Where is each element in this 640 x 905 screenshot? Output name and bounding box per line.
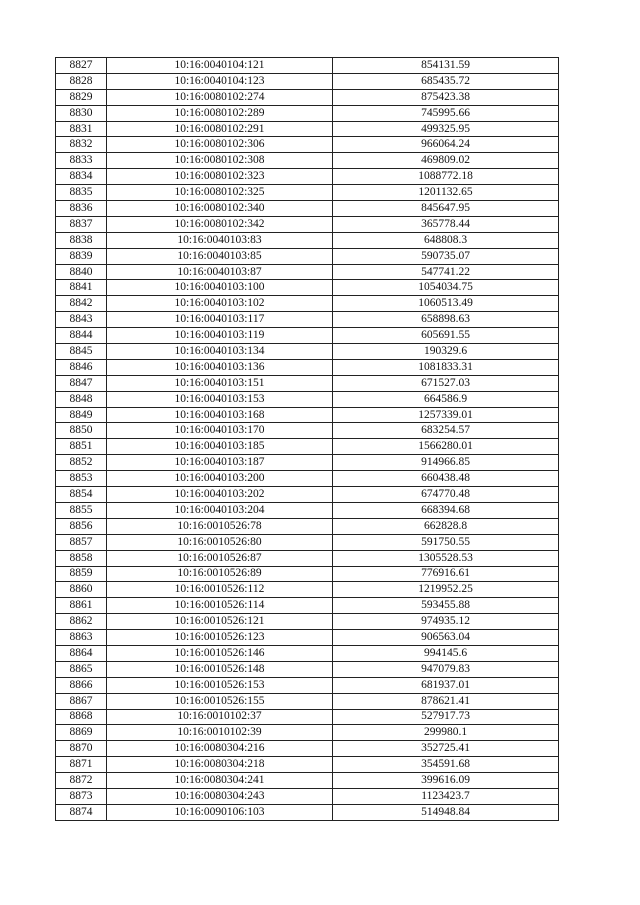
value-cell: 299980.1 <box>333 725 559 741</box>
value-cell: 1219952.25 <box>333 582 559 598</box>
row-number-cell: 8839 <box>56 248 107 264</box>
table-row <box>56 550 559 566</box>
value-cell: 365778.44 <box>333 216 559 232</box>
value-cell: 469809.02 <box>333 153 559 169</box>
table-row <box>56 534 559 550</box>
table-row <box>56 73 559 89</box>
row-number-cell: 8852 <box>56 455 107 471</box>
table-row <box>56 344 559 360</box>
value-cell: 591750.55 <box>333 534 559 550</box>
cadastral-number-cell: 10:16:0080102:308 <box>107 153 333 169</box>
cadastral-number-cell: 10:16:0040103:204 <box>107 502 333 518</box>
cadastral-number-cell: 10:16:0040103:100 <box>107 280 333 296</box>
value-cell: 875423.38 <box>333 89 559 105</box>
cadastral-number-cell: 10:16:0040103:136 <box>107 359 333 375</box>
table-row <box>56 502 559 518</box>
cadastral-number-cell: 10:16:0080102:340 <box>107 201 333 217</box>
row-number-cell: 8842 <box>56 296 107 312</box>
row-number-cell: 8831 <box>56 121 107 137</box>
cadastral-number-cell: 10:16:0040103:117 <box>107 312 333 328</box>
value-cell: 658898.63 <box>333 312 559 328</box>
cadastral-number-cell: 10:16:0090106:103 <box>107 804 333 820</box>
value-cell: 1566280.01 <box>333 439 559 455</box>
cadastral-number-cell: 10:16:0040103:168 <box>107 407 333 423</box>
value-cell: 854131.59 <box>333 58 559 74</box>
table-row <box>56 375 559 391</box>
row-number-cell: 8867 <box>56 693 107 709</box>
value-cell: 354591.68 <box>333 757 559 773</box>
cadastral-number-cell: 10:16:0010102:37 <box>107 709 333 725</box>
table-row <box>56 248 559 264</box>
row-number-cell: 8847 <box>56 375 107 391</box>
value-cell: 527917.73 <box>333 709 559 725</box>
cadastral-number-cell: 10:16:0010102:39 <box>107 725 333 741</box>
table-row <box>56 58 559 74</box>
value-cell: 685435.72 <box>333 73 559 89</box>
row-number-cell: 8870 <box>56 741 107 757</box>
table-row <box>56 121 559 137</box>
table-row <box>56 630 559 646</box>
cadastral-number-cell: 10:16:0080102:291 <box>107 121 333 137</box>
table-row <box>56 137 559 153</box>
table-row <box>56 582 559 598</box>
row-number-cell: 8861 <box>56 598 107 614</box>
table-row <box>56 788 559 804</box>
cadastral-number-cell: 10:16:0040103:83 <box>107 232 333 248</box>
table-row <box>56 598 559 614</box>
cadastral-number-cell: 10:16:0010526:148 <box>107 661 333 677</box>
cadastral-number-cell: 10:16:0010526:155 <box>107 693 333 709</box>
value-cell: 671527.03 <box>333 375 559 391</box>
cadastral-number-cell: 10:16:0040103:119 <box>107 328 333 344</box>
row-number-cell: 8828 <box>56 73 107 89</box>
cadastral-number-cell: 10:16:0040103:151 <box>107 375 333 391</box>
cadastral-number-cell: 10:16:0080102:306 <box>107 137 333 153</box>
value-cell: 605691.55 <box>333 328 559 344</box>
cadastral-value-table <box>55 57 559 821</box>
value-cell: 1257339.01 <box>333 407 559 423</box>
value-cell: 776916.61 <box>333 566 559 582</box>
table-row <box>56 201 559 217</box>
cadastral-number-cell: 10:16:0010526:121 <box>107 614 333 630</box>
table-row <box>56 328 559 344</box>
value-cell: 514948.84 <box>333 804 559 820</box>
value-cell: 994145.6 <box>333 645 559 661</box>
table-row <box>56 455 559 471</box>
value-cell: 906563.04 <box>333 630 559 646</box>
table-row <box>56 693 559 709</box>
table-row <box>56 661 559 677</box>
table-row <box>56 709 559 725</box>
cadastral-number-cell: 10:16:0080102:342 <box>107 216 333 232</box>
row-number-cell: 8836 <box>56 201 107 217</box>
table-row <box>56 264 559 280</box>
row-number-cell: 8844 <box>56 328 107 344</box>
row-number-cell: 8841 <box>56 280 107 296</box>
table-row <box>56 296 559 312</box>
table-row <box>56 407 559 423</box>
table-row <box>56 757 559 773</box>
cadastral-number-cell: 10:16:0040103:170 <box>107 423 333 439</box>
row-number-cell: 8846 <box>56 359 107 375</box>
cadastral-number-cell: 10:16:0040103:87 <box>107 264 333 280</box>
cadastral-number-cell: 10:16:0080304:218 <box>107 757 333 773</box>
row-number-cell: 8837 <box>56 216 107 232</box>
row-number-cell: 8860 <box>56 582 107 598</box>
table-row <box>56 153 559 169</box>
row-number-cell: 8874 <box>56 804 107 820</box>
value-cell: 745995.66 <box>333 105 559 121</box>
cadastral-number-cell: 10:16:0080304:216 <box>107 741 333 757</box>
row-number-cell: 8856 <box>56 518 107 534</box>
value-cell: 1123423.7 <box>333 788 559 804</box>
table-row <box>56 359 559 375</box>
row-number-cell: 8851 <box>56 439 107 455</box>
cadastral-number-cell: 10:16:0040104:121 <box>107 58 333 74</box>
row-number-cell: 8835 <box>56 185 107 201</box>
table-row <box>56 677 559 693</box>
table-row <box>56 185 559 201</box>
value-cell: 590735.07 <box>333 248 559 264</box>
table-row <box>56 216 559 232</box>
row-number-cell: 8871 <box>56 757 107 773</box>
cadastral-number-cell: 10:16:0080102:274 <box>107 89 333 105</box>
table-row <box>56 280 559 296</box>
value-cell: 190329.6 <box>333 344 559 360</box>
row-number-cell: 8858 <box>56 550 107 566</box>
table-row <box>56 614 559 630</box>
value-cell: 662828.8 <box>333 518 559 534</box>
row-number-cell: 8853 <box>56 471 107 487</box>
cadastral-number-cell: 10:16:0010526:112 <box>107 582 333 598</box>
value-cell: 352725.41 <box>333 741 559 757</box>
value-cell: 914966.85 <box>333 455 559 471</box>
value-cell: 660438.48 <box>333 471 559 487</box>
cadastral-number-cell: 10:16:0040103:85 <box>107 248 333 264</box>
value-cell: 974935.12 <box>333 614 559 630</box>
table-row <box>56 423 559 439</box>
cadastral-number-cell: 10:16:0010526:78 <box>107 518 333 534</box>
table-row <box>56 487 559 503</box>
table-row <box>56 439 559 455</box>
value-cell: 1060513.49 <box>333 296 559 312</box>
row-number-cell: 8865 <box>56 661 107 677</box>
row-number-cell: 8838 <box>56 232 107 248</box>
value-cell: 648808.3 <box>333 232 559 248</box>
row-number-cell: 8857 <box>56 534 107 550</box>
cadastral-number-cell: 10:16:0010526:123 <box>107 630 333 646</box>
value-cell: 683254.57 <box>333 423 559 439</box>
row-number-cell: 8872 <box>56 773 107 789</box>
table-row <box>56 804 559 820</box>
table-row <box>56 645 559 661</box>
row-number-cell: 8843 <box>56 312 107 328</box>
value-cell: 1054034.75 <box>333 280 559 296</box>
cadastral-number-cell: 10:16:0010526:146 <box>107 645 333 661</box>
value-cell: 1305528.53 <box>333 550 559 566</box>
row-number-cell: 8849 <box>56 407 107 423</box>
table-row <box>56 391 559 407</box>
row-number-cell: 8862 <box>56 614 107 630</box>
row-number-cell: 8859 <box>56 566 107 582</box>
cadastral-number-cell: 10:16:0010526:80 <box>107 534 333 550</box>
cadastral-number-cell: 10:16:0040103:202 <box>107 487 333 503</box>
value-cell: 1081833.31 <box>333 359 559 375</box>
row-number-cell: 8866 <box>56 677 107 693</box>
table-row <box>56 566 559 582</box>
table-row <box>56 232 559 248</box>
row-number-cell: 8832 <box>56 137 107 153</box>
value-cell: 845647.95 <box>333 201 559 217</box>
cadastral-number-cell: 10:16:0040103:134 <box>107 344 333 360</box>
cadastral-number-cell: 10:16:0080102:323 <box>107 169 333 185</box>
row-number-cell: 8863 <box>56 630 107 646</box>
table-body <box>56 58 559 821</box>
row-number-cell: 8869 <box>56 725 107 741</box>
cadastral-number-cell: 10:16:0040103:185 <box>107 439 333 455</box>
value-cell: 681937.01 <box>333 677 559 693</box>
row-number-cell: 8830 <box>56 105 107 121</box>
value-cell: 1088772.18 <box>333 169 559 185</box>
value-cell: 1201132.65 <box>333 185 559 201</box>
cadastral-number-cell: 10:16:0010526:114 <box>107 598 333 614</box>
table-row <box>56 471 559 487</box>
row-number-cell: 8855 <box>56 502 107 518</box>
row-number-cell: 8864 <box>56 645 107 661</box>
cadastral-number-cell: 10:16:0040103:200 <box>107 471 333 487</box>
table-row <box>56 518 559 534</box>
value-cell: 499325.95 <box>333 121 559 137</box>
table-row <box>56 105 559 121</box>
row-number-cell: 8850 <box>56 423 107 439</box>
row-number-cell: 8829 <box>56 89 107 105</box>
cadastral-number-cell: 10:16:0040103:153 <box>107 391 333 407</box>
value-cell: 674770.48 <box>333 487 559 503</box>
row-number-cell: 8845 <box>56 344 107 360</box>
row-number-cell: 8833 <box>56 153 107 169</box>
row-number-cell: 8834 <box>56 169 107 185</box>
row-number-cell: 8868 <box>56 709 107 725</box>
value-cell: 547741.22 <box>333 264 559 280</box>
cadastral-number-cell: 10:16:0010526:87 <box>107 550 333 566</box>
value-cell: 966064.24 <box>333 137 559 153</box>
value-cell: 593455.88 <box>333 598 559 614</box>
row-number-cell: 8827 <box>56 58 107 74</box>
cadastral-number-cell: 10:16:0040104:123 <box>107 73 333 89</box>
value-cell: 878621.41 <box>333 693 559 709</box>
table-row <box>56 725 559 741</box>
cadastral-number-cell: 10:16:0080102:289 <box>107 105 333 121</box>
value-cell: 664586.9 <box>333 391 559 407</box>
cadastral-number-cell: 10:16:0080102:325 <box>107 185 333 201</box>
row-number-cell: 8873 <box>56 788 107 804</box>
cadastral-number-cell: 10:16:0010526:89 <box>107 566 333 582</box>
cadastral-number-cell: 10:16:0010526:153 <box>107 677 333 693</box>
cadastral-number-cell: 10:16:0080304:243 <box>107 788 333 804</box>
table-row <box>56 169 559 185</box>
cadastral-number-cell: 10:16:0080304:241 <box>107 773 333 789</box>
cadastral-number-cell: 10:16:0040103:187 <box>107 455 333 471</box>
value-cell: 947079.83 <box>333 661 559 677</box>
value-cell: 399616.09 <box>333 773 559 789</box>
row-number-cell: 8840 <box>56 264 107 280</box>
table-row <box>56 741 559 757</box>
table-row <box>56 89 559 105</box>
row-number-cell: 8848 <box>56 391 107 407</box>
table-row <box>56 773 559 789</box>
row-number-cell: 8854 <box>56 487 107 503</box>
table-row <box>56 312 559 328</box>
value-cell: 668394.68 <box>333 502 559 518</box>
cadastral-number-cell: 10:16:0040103:102 <box>107 296 333 312</box>
